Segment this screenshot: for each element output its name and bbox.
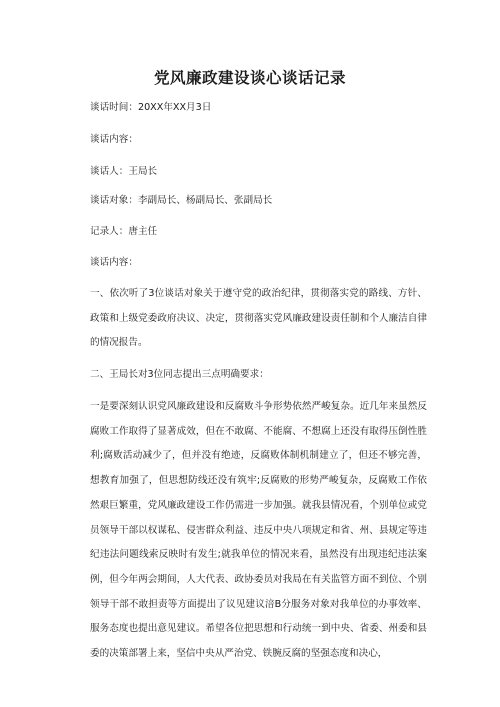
content-label-first: 谈话内容： [90,134,138,145]
paragraph-1: 一、依次听了3位谈话对象关于遵守党的政治纪律，贯彻落实党的路线、方针、政策和上级党委政府决议、决定，贯彻落实党风廉政建设责任制和个人廉洁自律的情况报告。 [90,288,427,349]
interview-targets: 谈话对象：李副局长、杨副局长、张副局长 [90,195,273,206]
document-title: 党风廉政建设谈心谈话记录 [153,69,346,87]
recorder: 记录人：唐主任 [90,226,158,237]
paragraph-3: 一是要深刻认识党风廉政建设和反腐败斗争形势依然严峻复杂。近几年来虽然反腐败工作取得了显著成效，但在不敢腐、不能腐、不想腐上还没有取得压倒性胜利;腐败活动减少了，但并没有绝迹，反腐败体制机制建立了，但还不够完善，想教育加强了，但思想防线还没有筑牢;反腐败的形势严峻复杂，反腐败工作依然艰巨繁重，党风廉政建设工作仍需进一步加强。就我县情况看，个别单位或党员领导干部以权谋私、侵害群众利益、违反中央八项规定和省、州、县规定等违纪违法问题线索反映时有发生;就我单位的情况来看，虽然没有出现违纪违法案例，但今年两会期间，人大代表、政协委员对我局在有关监管方面不到位、个别领导干部不敢担责等方面提出了议见建议涪B分服务对象对我单位的办事效率、服务态度也提出意见建议。希望各位把思想和行动统一到中央、省委、州委和县委的决策部署上来，坚信中央从严治党、铁腕反腐的坚强态度和决心， [90,401,427,660]
paragraph-2: 二、王局长对3位同志提出三点明确要求： [90,369,269,380]
interview-time: 谈话时间：20XX年XX月3日 [90,102,212,113]
content-label-second: 谈话内容： [90,257,138,268]
interviewer: 谈话人：王局长 [90,166,158,177]
